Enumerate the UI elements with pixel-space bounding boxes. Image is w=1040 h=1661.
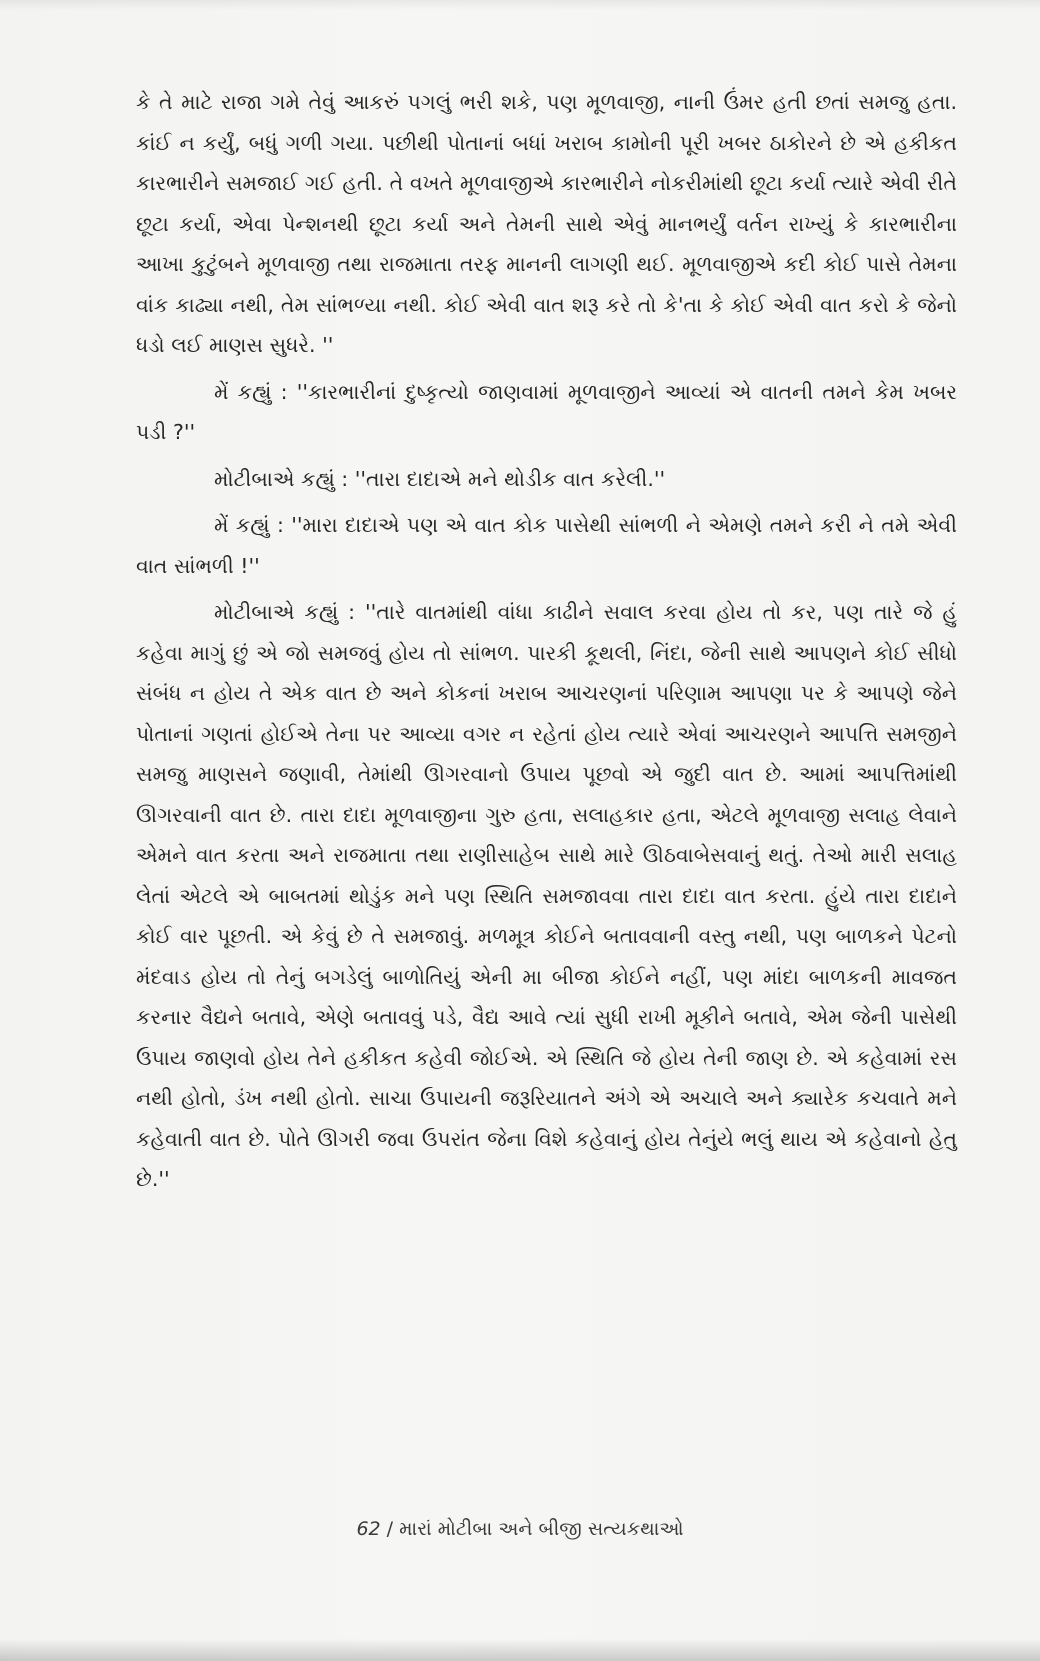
paragraph-1: કે તે માટે રાજા ગમે તેવું આકરું પગલું ભરી શકે, પણ મૂળવાજી, નાની ઉંમર હતી છતાં સમજુ હતા. કાંઈ ન કર્યું, બધું ગળી ગયા. પછીથી પોતાનાં બધાં ખરાબ કામોની પૂરી ખબર ઠાકોરને છે એ હકીકત કારભારીને સમજાઈ ગઈ હતી. તે વખતે મૂળવાજીએ કારભારીને નોકરીમાંથી છૂટા કર્યા ત્યારે એવી રીતે છૂટા કર્યા, એવા પેન્શનથી છૂટા કર્યા અને તેમની સાથે એવું માનભર્યું વર્તન રાખ્યું કે કારભારીના આખા કુટુંબને મૂળવાજી તથા રાજમાતા તરફ માનની લાગણી થઈ. મૂળવાજીએ કદી કોઈ પાસે તેમના વાંક કાઢ્યા નથી, તેમ સાંભળ્યા નથી. કોઈ એવી વાત શરૂ કરે તો કે'તા કે કોઈ એવી વાત કરો કે જેનો ધડો લઈ માણસ સુધરે. '' [136, 90, 957, 357]
page-top-shadow [0, 0, 1040, 10]
footer-separator: / [380, 1518, 400, 1540]
paragraph-2: મેં કહ્યું : ''કારભારીનાં દુષ્કૃત્યો જાણવામાં મૂળવાજીને આવ્યાં એ વાતની તમને કેમ ખબર પડી ?'' [136, 379, 957, 444]
body-text [136, 82, 957, 1206]
book-title: મારાં મોટીબા અને બીજી સત્યકથાઓ [399, 1518, 684, 1540]
paragraph-5: મોટીબાએ કહ્યું : ''તારે વાતમાંથી વાંધા કાઢીને સવાલ કરવા હોય તો કર, પણ તારે જે હું કહેવા માગું છું એ જો સમજવું હોય તો સાંભળ. પારકી કૂથલી, નિંદા, જેની સાથે આપણને કોઈ સીધો સંબંધ ન હોય તે એક વાત છે અને કોકનાં ખરાબ આચરણનાં પરિણામ આપણા પર કે આપણે જેને પોતાનાં ગણતાં હોઈએ તેના પર આવ્યા વગર ન રહેતાં હોય ત્યારે એવાં આચરણને આપત્તિ સમજીને સમજુ માણસને જણાવી, તેમાંથી ઊગરવાનો ઉપાય પૂછવો એ જુદી વાત છે. આમાં આપત્તિમાંથી ઊગરવાની વાત છે. તારા દાદા મૂળવાજીના ગુરુ હતા, સલાહકાર હતા, એટલે મૂળવાજી સલાહ લેવાને એમને વાત કરતા અને રાજમાતા તથા રાણીસાહેબ સાથે મારે ઊઠવાબેસવાનું થતું. તેઓ મારી સલાહ લેતાં એટલે એ બાબતમાં થોડુંક મને પણ સ્થિતિ સમજાવવા તારા દાદા વાત કરતા. હુંયે તારા દાદાને કોઈ વાર પૂછતી. એ કેવું છે તે સમજાવું. મળમૂત્ર કોઈને બતાવવાની વસ્તુ નથી, પણ બાળકને પેટનો મંદવાડ હોય તો તેનું બગડેલું બાળોતિયું એની મા બીજા કોઈને નહીં, પણ માંદા બાળકની માવજત કરનાર વૈદ્યને બતાવે, એણે બતાવવું પડે, વૈદ્ય આવે ત્યાં સુધી રાખી મૂકીને બતાવે, એમ જેની પાસેથી ઉપાય જાણવો હોય તેને હકીકત કહેવી જોઈએ. એ સ્થિતિ જે હોય તેની જાણ છે. એ કહેવામાં રસ નથી હોતો, ડંખ નથી હોતો. સાચા ઉપાયની જરૂરિયાતને અંગે એ અચાલે અને ક્યારેક કચવાતે મને કહેવાતી વાત છે. પોતે ઊગરી જવા ઉપરાંત જેના વિશે કહેવાનું હોય તેનુંયે ભલું થાય એ કહેવાનો હેતુ છે.'' [136, 600, 957, 1191]
page-footer [0, 1518, 1040, 1540]
page-number: 62 [356, 1518, 381, 1540]
page-bottom-edge [0, 1639, 1040, 1661]
paragraph-3: મોટીબાએ કહ્યું : ''તારા દાદાએ મને થોડીક વાત કરેલી.'' [214, 466, 666, 491]
paragraph-4: મેં કહ્યું : ''મારા દાદાએ પણ એ વાત કોક પાસેથી સાંભળી ને એમણે તમને કરી ને તમે એવી વાત સાંભળી !'' [136, 513, 957, 578]
